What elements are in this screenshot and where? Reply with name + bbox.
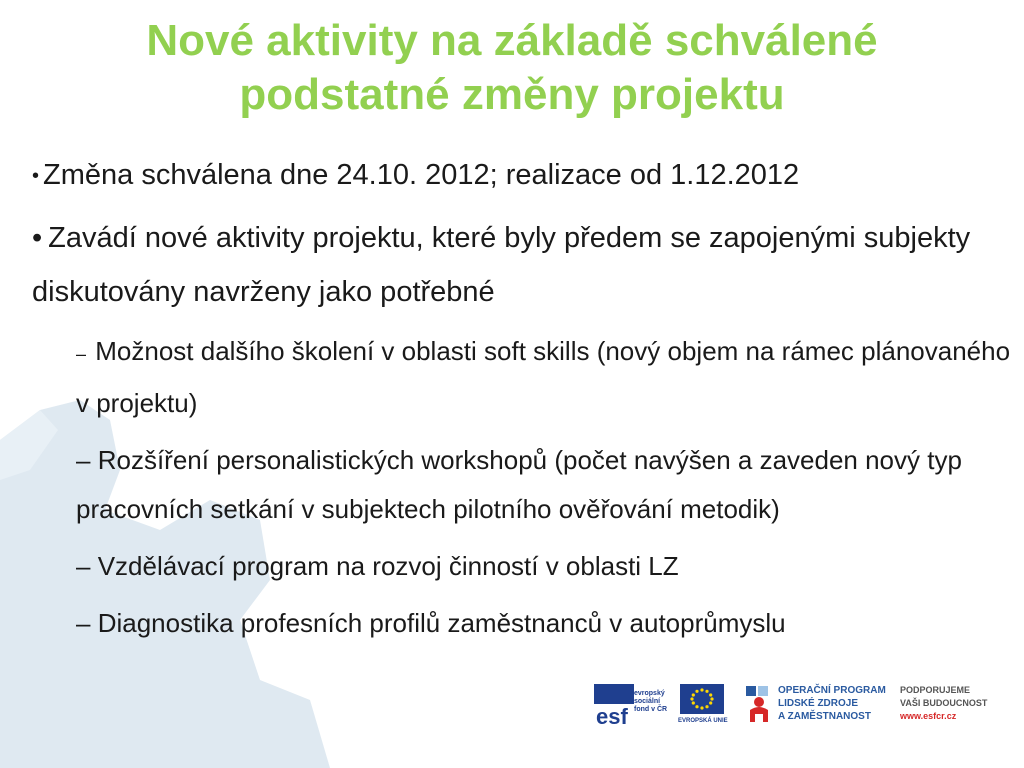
sub-item bbox=[76, 436, 1012, 534]
sub-item-text: Vzdělávací program na rozvoj činností v oblasti LZ bbox=[97, 551, 679, 582]
bullet-item bbox=[32, 211, 1012, 319]
support-text: PODPORUJEME VAŠI BUDOUCNOST www.esfcr.cz bbox=[900, 685, 988, 721]
bullet-text: Zavádí nové aktivity projektu, které byly předem se zapojenými subjekty diskutovány navrženy jako potřebné bbox=[32, 222, 971, 309]
esf-url-link[interactable]: www.esfcr.cz bbox=[900, 711, 957, 721]
sub-item-text: Rozšíření personalistických workshopů (počet navýšen a zaveden nový typ pracovních setkání v subjektech pilotního ověřování metodik) bbox=[76, 445, 962, 525]
eu-flag-icon bbox=[680, 684, 724, 714]
partner-logos bbox=[594, 680, 1004, 732]
esf-mark-text: esf bbox=[596, 704, 628, 728]
sub-item bbox=[76, 599, 1012, 648]
sub-item-text: Diagnostika profesních profilů zaměstnanců v autoprůmyslu bbox=[97, 608, 786, 639]
slide-content bbox=[32, 150, 1012, 648]
bullet-text: Změna schválena dne 24.10. 2012; realizace od 1.12.2012 bbox=[43, 159, 800, 191]
dash-marker: – bbox=[76, 445, 91, 476]
op-figure-icon bbox=[744, 684, 774, 724]
bullet-marker: • bbox=[32, 165, 40, 188]
esf-caption: evropský sociální fond v ČR bbox=[634, 690, 668, 713]
sub-item bbox=[76, 542, 1012, 591]
dash-marker: – bbox=[76, 551, 91, 582]
eu-caption: EVROPSKÁ UNIE bbox=[678, 718, 728, 724]
sub-item-text: Možnost dalšího školení v oblasti soft skills (nový objem na rámec plánovaného v projektu) bbox=[76, 336, 1011, 419]
op-program-text: OPERAČNÍ PROGRAM LIDSKÉ ZDROJE A ZAMĚSTNANOST bbox=[778, 685, 886, 722]
sub-item bbox=[76, 327, 1012, 428]
bullet-marker: • bbox=[32, 222, 43, 255]
bullet-item bbox=[32, 150, 1012, 201]
esf-logo bbox=[594, 684, 676, 728]
slide-title: Nové aktivity na základě schválené podstatné změny projektu bbox=[146, 16, 878, 119]
esf-logo-mark bbox=[594, 684, 634, 728]
dash-marker: – bbox=[76, 344, 87, 365]
dash-marker: – bbox=[76, 608, 91, 639]
